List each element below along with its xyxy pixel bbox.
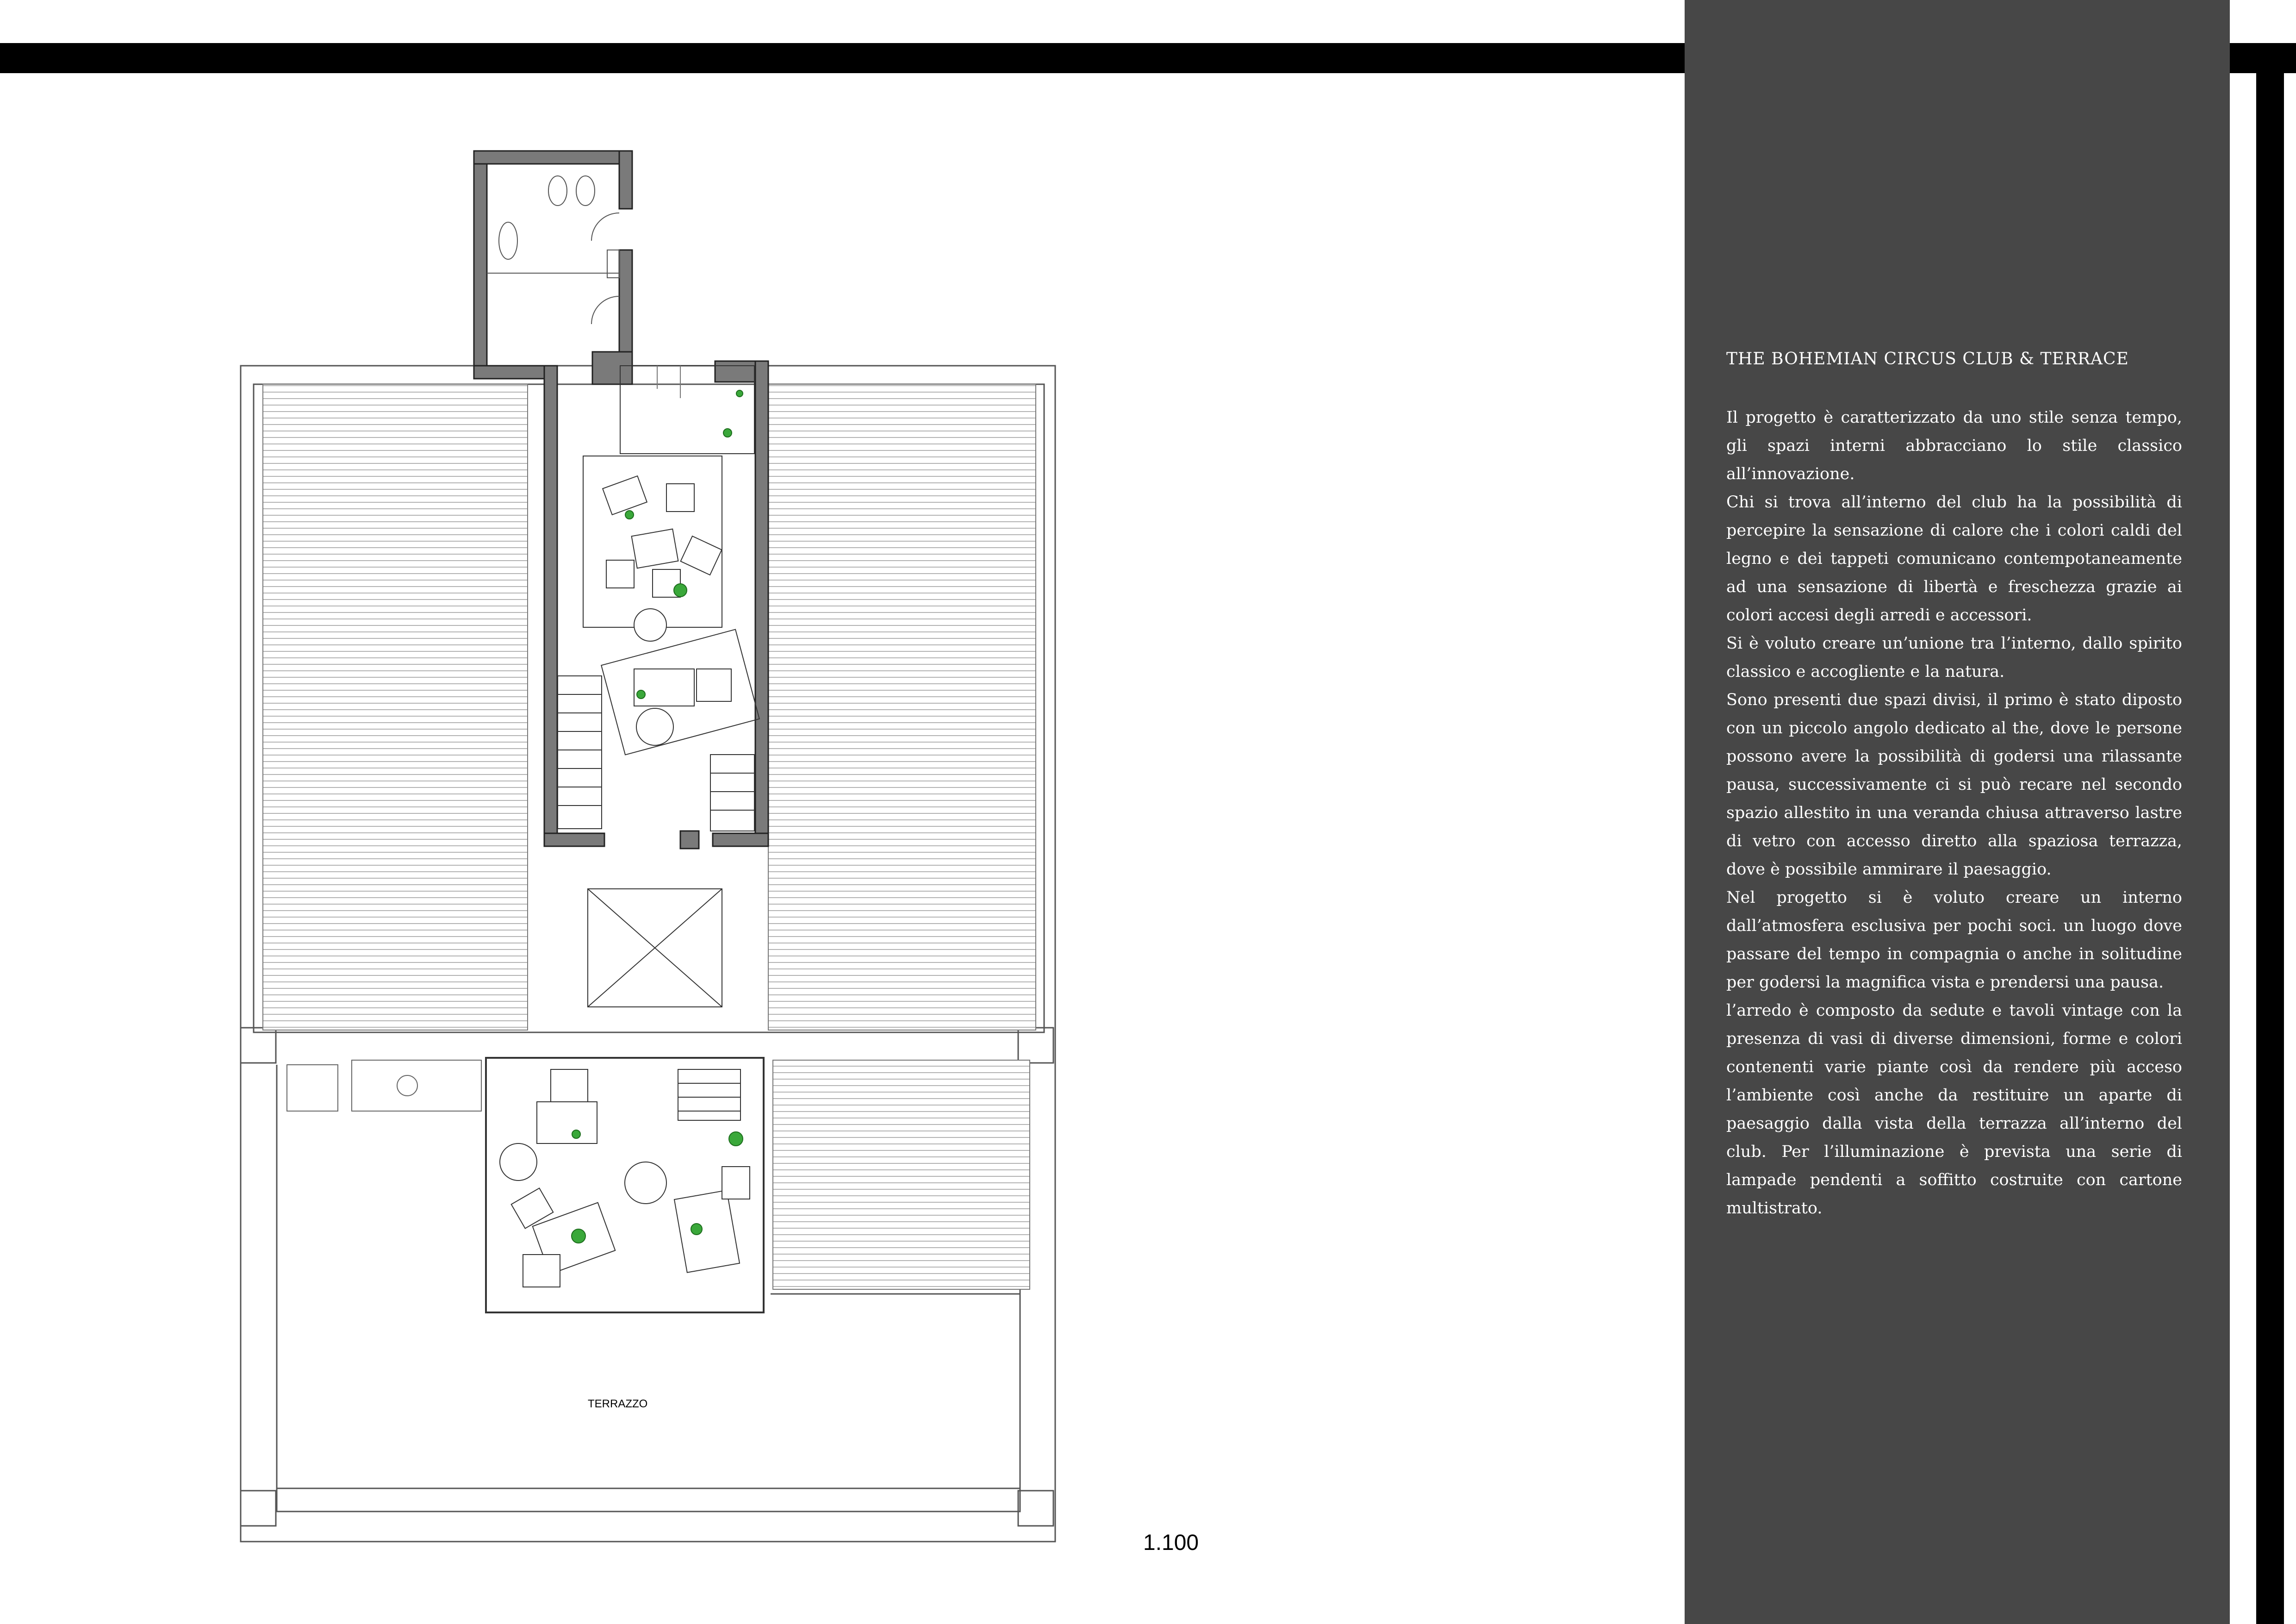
right-border-bar [2256, 73, 2284, 1624]
description-paragraph: l’arredo è composto da sedute e tavoli vintage con la presenza di vasi di diverse dimensioni, forme e colori contenenti varie piante così da rendere più acceso l’ambiente così anche da restituire un aparte di paesaggio dalla vista della terrazza all’interno del club. Per l’illuminazione è prevista una serie di lampade pendenti a soffitto costruite con cartone multistrato. [1726, 1001, 2182, 1218]
scale-label: 1.100 [1143, 1530, 1199, 1555]
description-paragraph: Sono presenti due spazi divisi, il primo è stato diposto con un piccolo angolo dedicato al the, dove le persone possono avere la possibilità di godersi una rilassante pausa, successivamente ci si può recare nel secondo spazio allestito in una veranda chiusa attraverso lastre di vetro con accesso diretto alla spaziosa terrazza, dove è possibile ammirare il paesaggio. [1726, 691, 2182, 879]
description-paragraph: Il progetto è caratterizzato da uno stile senza tempo, gli spazi interni abbracciano lo stile classico all’innovazione. [1726, 408, 2182, 483]
description-paragraph: Nel progetto si è voluto creare un interno dall’atmosfera esclusiva per pochi soci. un luogo dove passare del tempo in compagnia o anche in solitudine per godersi la magnifica vista e prendersi una pausa. [1726, 888, 2182, 992]
terrace-objects [287, 1060, 481, 1111]
decking-areas [263, 384, 1036, 1289]
description-paragraph: Chi si trova all’interno del club ha la possibilità di percepire la sensazione di calore che i colori caldi del legno e dei tappeti comunicano contempotaneamente ad una sensazione di libertà e freschezza grazie ai colori accesi degli arredi e accessori. [1726, 493, 2182, 625]
description-paragraph: Si è voluto creare un’unione tra l’interno, dallo spirito classico e accogliente e la natura. [1726, 634, 2182, 681]
room-label-terrazzo: TERRAZZO [588, 1398, 648, 1410]
project-description [1726, 404, 2182, 1223]
project-title: THE BOHEMIAN CIRCUS CLUB & TERRACE [1726, 350, 2129, 369]
bathroom-fixtures [487, 176, 619, 324]
